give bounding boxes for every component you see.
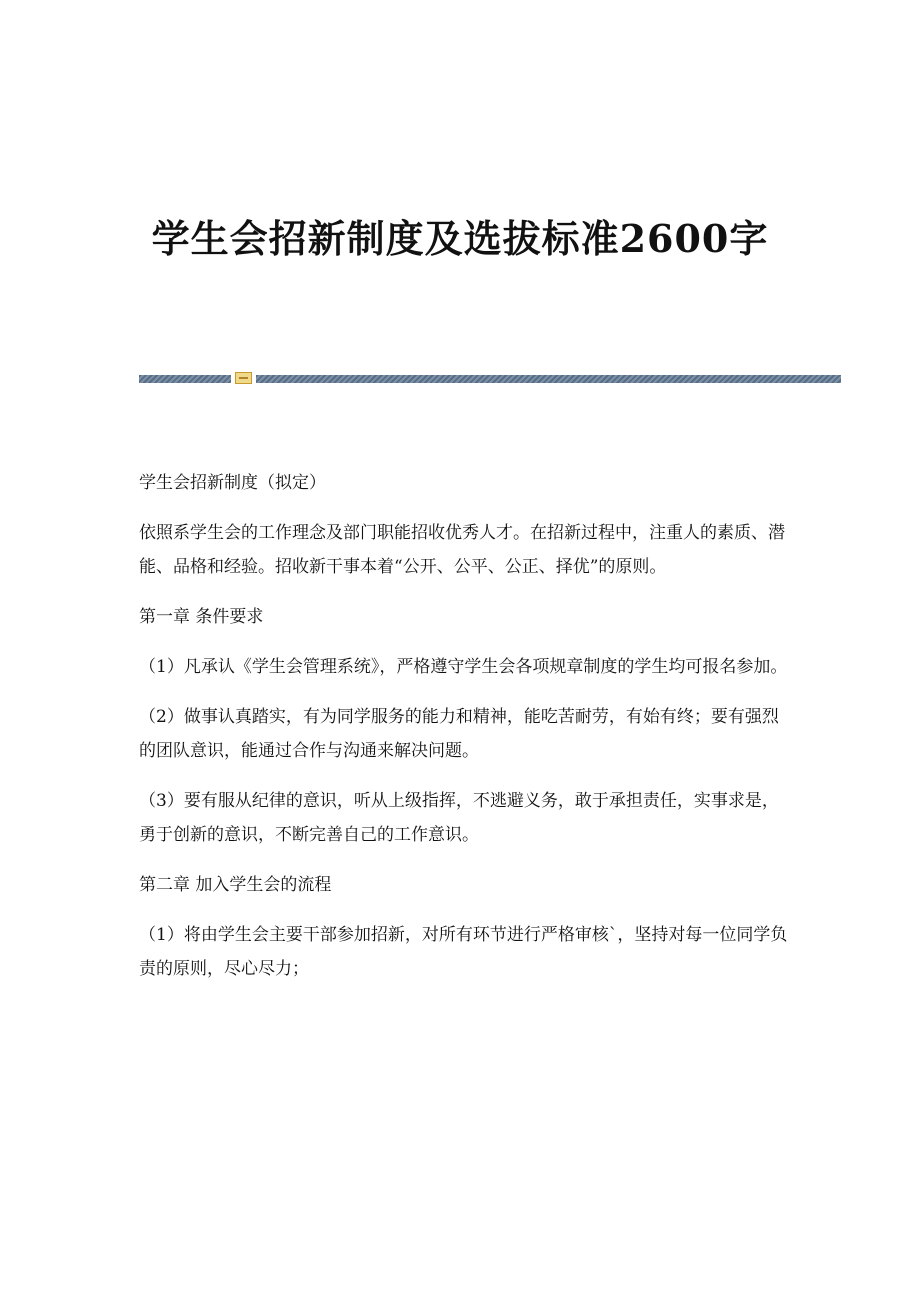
chapter-heading: 第一章 条件要求: [139, 607, 264, 627]
divider-ornament-icon: [235, 372, 252, 384]
body-paragraph: （2）做事认真踏实，有为同学服务的能力和精神，能吃苦耐劳，有始有终；要有强烈的团队意识，能通过合作与沟通来解决问题。: [139, 707, 779, 761]
body-paragraph: 依照系学生会的工作理念及部门职能招收优秀人才。在招新过程中，注重人的素质、潜能、品格和经验。招收新干事本着“公开、公平、公正、择优”的原则。: [139, 523, 785, 577]
section-heading: 学生会招新制度（拟定）: [139, 473, 326, 493]
body-paragraph: （3）要有服从纪律的意识，听从上级指挥，不逃避义务，敢于承担责任，实事求是，勇于创新的意识，不断完善自己的工作意识。: [139, 791, 779, 845]
body-paragraph: （1）将由学生会主要干部参加招新，对所有环节进行严格审核`，坚持对每一位同学负责的原则，尽心尽力；: [139, 925, 788, 979]
chapter-heading: 第二章 加入学生会的流程: [139, 875, 332, 895]
document-body: [139, 466, 789, 1002]
body-paragraph: （1）凡承认《学生会管理系统》，严格遵守学生会各项规章制度的学生均可报名参加。: [139, 657, 788, 677]
title-divider-left: [139, 375, 231, 383]
title-divider-right: [256, 375, 841, 383]
document-title: 学生会招新制度及选拔标准2600字: [151, 216, 769, 261]
